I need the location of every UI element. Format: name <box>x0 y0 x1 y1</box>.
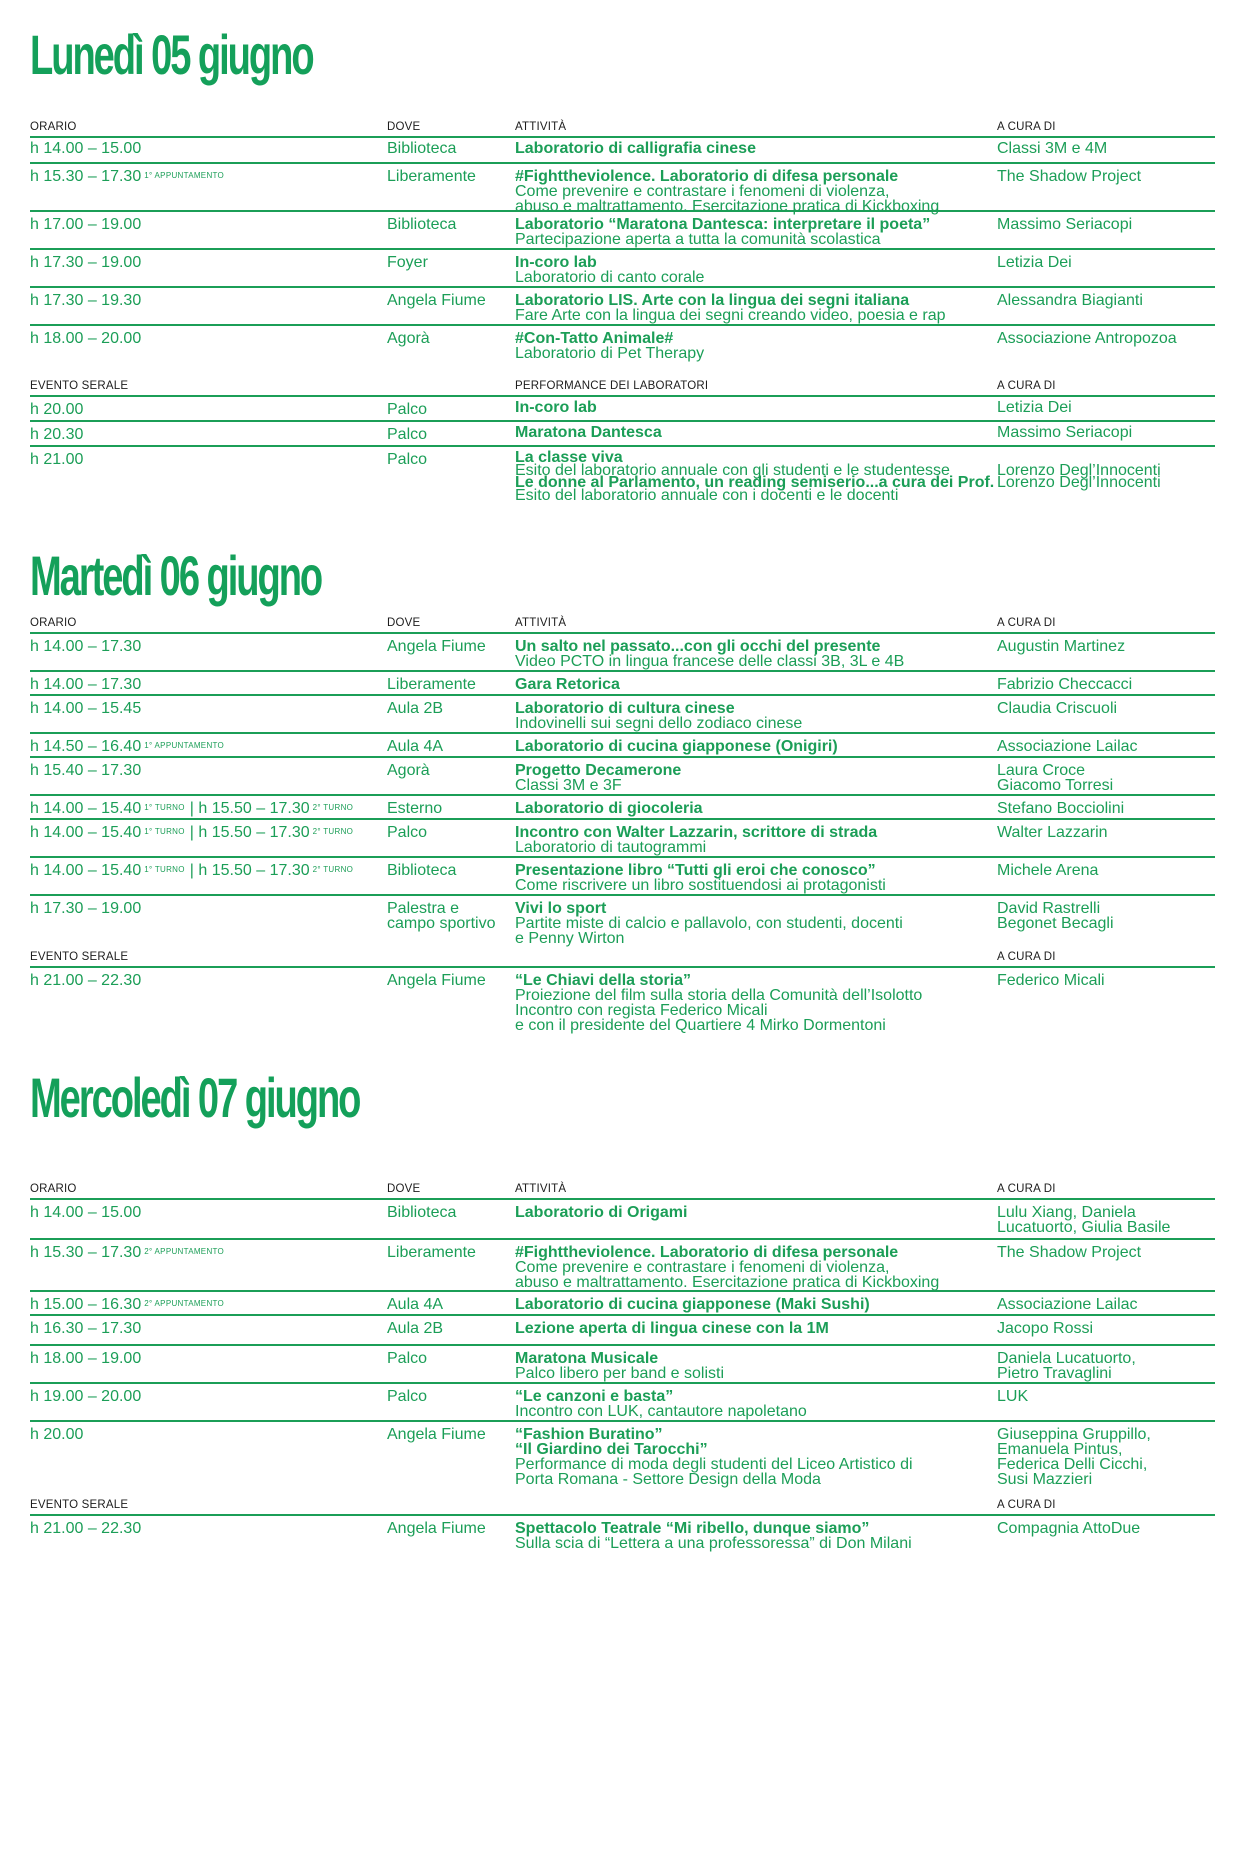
organizer-name: Stefano Bocciolini <box>997 800 1125 817</box>
time-cell <box>30 1351 141 1366</box>
activity-description: Come prevenire e contrastare i fenomeni di violenza, <box>515 183 890 200</box>
organizer-cell <box>997 1245 1141 1260</box>
organizer-cell <box>997 1205 1170 1235</box>
activity-description: Porta Romana - Settore Design della Moda <box>515 1471 821 1488</box>
schedule-row <box>30 1292 1215 1316</box>
location-cell: Angela Fiume <box>387 292 486 309</box>
activity-title: Laboratorio di cucina giapponese (Maki Sushi) <box>515 1296 870 1313</box>
organizer-cell <box>997 1297 1138 1312</box>
organizer-name: Michele Arena <box>997 862 1099 879</box>
organizer-cell <box>997 424 1133 441</box>
organizer-cell <box>997 739 1138 754</box>
organizer-name: The Shadow Project <box>997 1244 1142 1261</box>
organizer-name: Pietro Travaglini <box>997 1365 1112 1382</box>
organizer-cell <box>997 1321 1093 1336</box>
activity-title: Laboratorio di giocoleria <box>515 800 703 817</box>
time-text: h 14.00 – 15.00 <box>30 1204 142 1221</box>
organizer-name: Walter Lazzarin <box>997 824 1108 841</box>
time-cell <box>30 1245 224 1260</box>
activity-description: Come prevenire e contrastare i fenomeni di violenza, <box>515 1259 890 1276</box>
time-cell <box>30 863 353 878</box>
organizer-name: Compagnia AttoDue <box>997 1520 1141 1537</box>
location-cell: Biblioteca <box>387 1204 457 1221</box>
location-cell: Palco <box>387 401 428 418</box>
evening-row <box>30 447 1215 507</box>
activity-cell <box>515 141 756 156</box>
schedule-row <box>30 326 1215 362</box>
organizer-cell <box>997 1427 1151 1487</box>
header-dove: DOVE <box>387 617 421 629</box>
schedule-row <box>30 796 1215 820</box>
activity-description: Partecipazione aperta a tutta la comunità scolastica <box>515 231 881 248</box>
activity-title: Laboratorio di cucina giapponese (Onigiri) <box>515 738 838 755</box>
organizer-name: Lorenzo Degl’Innocenti <box>997 461 1161 479</box>
activity-cell <box>515 1297 870 1312</box>
activity-cell <box>515 973 922 1033</box>
evening-header <box>30 377 1215 397</box>
organizer-cell <box>997 763 1113 793</box>
activity-cell <box>515 801 703 816</box>
time-note: 1° APPUNTAMENTO <box>144 741 225 750</box>
activity-cell <box>515 1351 724 1381</box>
organizer-cell <box>997 863 1098 878</box>
location-cell: Angela Fiume <box>387 1426 486 1443</box>
organizer-cell <box>997 701 1117 716</box>
organizer-cell <box>997 825 1108 840</box>
activity-cell <box>515 424 662 441</box>
time-text: h 15.30 – 17.30 <box>30 168 142 185</box>
organizer-cell <box>997 801 1124 816</box>
time-cell <box>30 701 141 716</box>
schedule-row <box>30 634 1215 672</box>
time-text: h 17.30 – 19.00 <box>30 900 142 917</box>
time-text: h 15.40 – 17.30 <box>30 762 142 779</box>
organizer-cell <box>997 1351 1136 1381</box>
activity-description: Incontro con regista Federico Micali <box>515 1002 768 1019</box>
organizer-cell <box>997 1521 1140 1536</box>
schedule-row <box>30 250 1215 288</box>
time-cell <box>30 1389 141 1404</box>
time-cell <box>30 1521 141 1536</box>
header-evento-serale: EVENTO SERALE <box>30 951 129 963</box>
organizer-name: Daniela Lucatuorto, <box>997 1350 1136 1367</box>
organizer-cell <box>997 901 1114 931</box>
activity-description: e con il presidente del Quartiere 4 Mirko Dormentoni <box>515 1017 886 1034</box>
location-cell: Foyer <box>387 254 428 271</box>
time-note: 1° APPUNTAMENTO <box>144 171 225 180</box>
table-header <box>30 614 1215 634</box>
time-text: h 19.00 – 20.00 <box>30 1388 142 1405</box>
time-note-2: 2° TURNO <box>312 865 354 874</box>
activity-title: Maratona Musicale <box>515 1350 659 1367</box>
organizer-name: Jacopo Rossi <box>997 1320 1094 1337</box>
activity-cell <box>515 863 886 893</box>
activity-cell <box>515 1521 912 1551</box>
time-text: h 18.00 – 19.00 <box>30 1350 142 1367</box>
time-text: h 14.00 – 15.40 <box>30 862 142 879</box>
location-cell: Aula 2B <box>387 700 444 717</box>
activity-description: Video PCTO in lingua francese delle classi 3B, 3L e 4B <box>515 653 905 670</box>
activity-title: “Le Chiavi della storia” <box>515 972 692 989</box>
time-cell <box>30 1205 141 1220</box>
time-cell <box>30 427 83 442</box>
time-cell <box>30 452 83 467</box>
activity-title: Progetto Decamerone <box>515 762 682 779</box>
time-cell <box>30 639 141 654</box>
organizer-name: Massimo Seriacopi <box>997 216 1133 233</box>
time-note: 2° APPUNTAMENTO <box>144 1247 225 1256</box>
organizer-name: Associazione Antropozoa <box>997 330 1177 347</box>
organizer-cell <box>997 169 1141 184</box>
activity-cell <box>515 1321 829 1336</box>
activity-cell <box>515 901 903 946</box>
activity-title: In-coro lab <box>515 254 597 271</box>
time-text-2: | h 15.50 – 17.30 <box>189 824 310 841</box>
activity-title: #Con-Tatto Animale# <box>515 330 674 347</box>
schedule-row <box>30 1200 1215 1240</box>
evening-row <box>30 397 1215 422</box>
activity-cell <box>515 1427 913 1487</box>
activity-description: abuso e maltrattamento. Esercitazione pratica di Kickboxing <box>515 1274 940 1291</box>
activity-title: #Fighttheviolence. Laboratorio di difesa personale <box>515 1244 899 1261</box>
time-cell <box>30 973 141 988</box>
organizer-cell <box>997 293 1143 308</box>
activity-cell <box>515 763 681 793</box>
time-text: h 20.30 <box>30 426 84 443</box>
time-text: h 18.00 – 20.00 <box>30 330 142 347</box>
organizer-name: Associazione Lailac <box>997 1296 1138 1313</box>
time-note: 1° TURNO <box>144 803 185 812</box>
activity-title: Laboratorio di Origami <box>515 1204 688 1221</box>
activity-description: Laboratorio di canto corale <box>515 269 705 286</box>
organizer-name: The Shadow Project <box>997 168 1142 185</box>
location-cell: Aula 4A <box>387 738 444 755</box>
time-text: h 21.00 – 22.30 <box>30 972 142 989</box>
header-performance: PERFORMANCE DEI LABORATORI <box>515 380 709 392</box>
organizer-name: Lucatuorto, Giulia Basile <box>997 1219 1171 1236</box>
location-cell: Liberamente <box>387 1244 476 1261</box>
header-evento-serale: EVENTO SERALE <box>30 1499 129 1511</box>
activity-description: Laboratorio di tautogrammi <box>515 839 707 856</box>
organizer-name <box>997 490 1161 503</box>
organizer-name: Alessandra Biagianti <box>997 292 1143 309</box>
location-cell: Biblioteca <box>387 862 457 879</box>
time-text: h 17.00 – 19.00 <box>30 216 142 233</box>
time-cell <box>30 217 141 232</box>
header-orario: ORARIO <box>30 121 77 133</box>
organizer-name: Lorenzo Degl’Innocenti <box>997 474 1161 491</box>
location-cell: Liberamente <box>387 168 476 185</box>
time-cell <box>30 402 83 417</box>
organizer-cell <box>997 1389 1028 1404</box>
organizer-name: Susi Mazzieri <box>997 1471 1093 1488</box>
organizer-name: Fabrizio Checcacci <box>997 676 1133 693</box>
activity-cell <box>515 701 802 731</box>
location-cell: Esterno <box>387 800 443 817</box>
time-cell <box>30 293 141 308</box>
organizer-name: Laura Croce <box>997 762 1086 779</box>
organizer-name: LUK <box>997 1388 1029 1405</box>
schedule-row <box>30 1240 1215 1292</box>
time-text: h 14.00 – 15.00 <box>30 140 142 157</box>
organizer-name: Emanuela Pintus, <box>997 1441 1123 1458</box>
activity-cell <box>515 1389 807 1419</box>
activity-description: Sulla scia di “Lettera a una professoressa” di Don Milani <box>515 1535 912 1552</box>
organizer-name: Lulu Xiang, Daniela <box>997 1204 1136 1221</box>
schedule-row <box>30 212 1215 250</box>
activity-cell <box>515 331 704 361</box>
time-text: h 21.00 – 22.30 <box>30 1520 142 1537</box>
activity-description: Performance di moda degli studenti del Liceo Artistico di <box>515 1456 913 1473</box>
activity-title: Presentazione libro “Tutti gli eroi che conosco” <box>515 862 876 879</box>
organizer-cell <box>997 331 1177 346</box>
organizer-cell <box>997 399 1072 416</box>
organizer-name: Augustin Martinez <box>997 638 1126 655</box>
header-dove: DOVE <box>387 121 421 133</box>
activity-description: Laboratorio di Pet Therapy <box>515 345 705 362</box>
activity-title: Incontro con Walter Lazzarin, scrittore di strada <box>515 824 878 841</box>
time-text: h 15.30 – 17.30 <box>30 1244 142 1261</box>
activity-title: Laboratorio “Maratona Dantesca: interpretare il poeta” <box>515 216 931 233</box>
time-text: h 14.00 – 15.40 <box>30 800 142 817</box>
header-a-cura-di: A CURA DI <box>997 1183 1056 1195</box>
activity-description: Esito del laboratorio annuale con gli studenti e le studentesse <box>515 461 950 479</box>
activity-description: abuso e maltrattamento. Esercitazione pratica di Kickboxing <box>515 198 940 215</box>
activity-cell <box>515 677 620 692</box>
organizer-name: David Rastrelli <box>997 900 1101 917</box>
location-cell: Palco <box>387 1350 428 1367</box>
time-cell <box>30 901 141 916</box>
header-orario: ORARIO <box>30 1183 77 1195</box>
organizer-name: Begonet Becagli <box>997 915 1114 932</box>
time-text: h 15.00 – 16.30 <box>30 1296 142 1313</box>
activity-cell <box>515 1245 939 1290</box>
header-a-cura-di: A CURA DI <box>997 617 1056 629</box>
activity-cell <box>515 449 995 504</box>
evening-row <box>30 422 1215 447</box>
activity-title: Le donne al Parlamento, un reading semiserio...a cura dei Prof. <box>515 474 995 491</box>
header-attivita: ATTIVITÀ <box>515 1183 567 1195</box>
location-cell: Aula 4A <box>387 1296 444 1313</box>
evening-row <box>30 1516 1215 1562</box>
organizer-name: Associazione Lailac <box>997 738 1138 755</box>
schedule-row <box>30 1346 1215 1384</box>
activity-title: Lezione aperta di lingua cinese con la 1M <box>515 1320 829 1337</box>
organizer-cell <box>997 217 1132 232</box>
activity-title: Laboratorio LIS. Arte con la lingua dei segni italiana <box>515 292 910 309</box>
activity-title: La classe viva <box>515 449 623 466</box>
organizer-name: Claudia Criscuoli <box>997 700 1118 717</box>
activity-title: “Fashion Buratino” <box>515 1426 663 1443</box>
activity-description: Esito del laboratorio annuale con i docenti e le docenti <box>515 486 899 504</box>
activity-description: Classi 3M e 3F <box>515 777 622 794</box>
activity-cell <box>515 217 930 247</box>
header-a-cura-di: A CURA DI <box>997 121 1056 133</box>
organizer-name: Giuseppina Gruppillo, <box>997 1426 1151 1443</box>
schedule-row <box>30 820 1215 858</box>
header-a-cura-di: A CURA DI <box>997 380 1056 392</box>
activity-title: Laboratorio di cultura cinese <box>515 700 735 717</box>
location-cell: Palco <box>387 824 428 841</box>
activity-title: Vivi lo sport <box>515 900 607 917</box>
time-cell <box>30 169 224 184</box>
time-cell <box>30 739 224 754</box>
location-cell: Palestra e campo sportivo <box>387 900 496 932</box>
time-cell <box>30 1321 141 1336</box>
time-text: h 17.30 – 19.30 <box>30 292 142 309</box>
activity-title: Un salto nel passato...con gli occhi del presente <box>515 638 881 655</box>
activity-cell <box>515 1205 687 1220</box>
organizer-name: Massimo Seriacopi <box>997 424 1133 441</box>
location-cell: Aula 2B <box>387 1320 444 1337</box>
time-cell <box>30 801 353 816</box>
time-text: h 20.00 <box>30 1426 84 1443</box>
location-cell: Palco <box>387 1388 428 1405</box>
time-text-2: | h 15.50 – 17.30 <box>189 862 310 879</box>
location-cell: Biblioteca <box>387 216 457 233</box>
time-text: h 21.00 <box>30 451 84 468</box>
activity-description: e Penny Wirton <box>515 930 625 947</box>
schedule-row <box>30 696 1215 734</box>
schedule-row <box>30 758 1215 796</box>
day-title: Mercoledì 07 giugno <box>30 1066 360 1129</box>
activity-title: #Fighttheviolence. Laboratorio di difesa personale <box>515 168 899 185</box>
time-cell <box>30 1297 224 1312</box>
location-cell: Agorà <box>387 762 430 779</box>
time-text: h 20.00 <box>30 401 84 418</box>
activity-cell <box>515 169 939 214</box>
activity-description: Indovinelli sui segni dello zodiaco cinese <box>515 715 803 732</box>
header-a-cura-di: A CURA DI <box>997 951 1056 963</box>
organizer-name: Giacomo Torresi <box>997 777 1114 794</box>
time-text: h 14.50 – 16.40 <box>30 738 142 755</box>
activity-description: Proiezione del film sulla storia della Comunità dell’Isolotto <box>515 987 923 1004</box>
activity-cell <box>515 739 838 754</box>
time-text-2: | h 15.50 – 17.30 <box>189 800 310 817</box>
activity-cell <box>515 825 877 855</box>
header-a-cura-di: A CURA DI <box>997 1499 1056 1511</box>
time-cell <box>30 1427 83 1442</box>
schedule-row <box>30 164 1215 215</box>
activity-title: “Le canzoni e basta” <box>515 1388 674 1405</box>
organizer-cell <box>997 452 1161 502</box>
schedule-row <box>30 1422 1215 1492</box>
organizer-cell <box>997 639 1125 654</box>
time-text: h 17.30 – 19.00 <box>30 254 142 271</box>
time-text: h 14.00 – 15.45 <box>30 700 142 717</box>
time-cell <box>30 677 141 692</box>
organizer-cell <box>997 677 1132 692</box>
activity-title: In-coro lab <box>515 399 597 416</box>
header-evento-serale: EVENTO SERALE <box>30 380 129 392</box>
organizer-name: Classi 3M e 4M <box>997 140 1108 157</box>
schedule-row <box>30 1384 1215 1422</box>
schedule-row <box>30 734 1215 758</box>
location-cell: Angela Fiume <box>387 638 486 655</box>
location-cell: Agorà <box>387 330 430 347</box>
activity-description: Incontro con LUK, cantautore napoletano <box>515 1403 807 1420</box>
organizer-name: Letizia Dei <box>997 254 1072 271</box>
activity-cell <box>515 639 904 669</box>
activity-description: Palco libero per band e solisti <box>515 1365 725 1382</box>
time-text: h 16.30 – 17.30 <box>30 1320 142 1337</box>
activity-cell <box>515 293 946 323</box>
schedule-row <box>30 288 1215 326</box>
location-cell: Palco <box>387 451 428 468</box>
activity-cell <box>515 399 597 416</box>
activity-title: Laboratorio di calligrafia cinese <box>515 140 756 157</box>
time-note: 1° TURNO <box>144 865 185 874</box>
time-cell <box>30 825 353 840</box>
activity-cell <box>515 255 704 285</box>
activity-description: Fare Arte con la lingua dei segni creando video, poesia e rap <box>515 307 946 324</box>
location-cell: Biblioteca <box>387 140 457 157</box>
table-header <box>30 1180 1215 1200</box>
organizer-name: Federico Micali <box>997 972 1105 989</box>
time-cell <box>30 141 141 156</box>
location-cell: Angela Fiume <box>387 972 486 989</box>
header-attivita: ATTIVITÀ <box>515 121 567 133</box>
schedule-row <box>30 672 1215 696</box>
time-note-2: 2° TURNO <box>312 827 354 836</box>
time-text: h 14.00 – 17.30 <box>30 676 142 693</box>
time-text: h 14.00 – 15.40 <box>30 824 142 841</box>
organizer-cell <box>997 973 1105 988</box>
evening-header <box>30 1496 1215 1516</box>
activity-title: Spettacolo Teatrale “Mi ribello, dunque siamo” <box>515 1520 870 1537</box>
time-text: h 14.00 – 17.30 <box>30 638 142 655</box>
activity-title: Maratona Dantesca <box>515 424 662 441</box>
location-cell: Liberamente <box>387 676 476 693</box>
time-note: 2° APPUNTAMENTO <box>144 1299 225 1308</box>
activity-description: Come riscrivere un libro sostituendosi ai protagonisti <box>515 877 886 894</box>
activity-title-2: “Il Giardino dei Tarocchi” <box>515 1441 708 1458</box>
header-orario: ORARIO <box>30 617 77 629</box>
header-attivita: ATTIVITÀ <box>515 617 567 629</box>
organizer-cell <box>997 141 1107 156</box>
time-cell <box>30 763 141 778</box>
activity-description: Partite miste di calcio e pallavolo, con studenti, docenti <box>515 915 903 932</box>
evening-row <box>30 968 1215 1034</box>
day-title: Martedì 06 giugno <box>30 544 322 607</box>
organizer-name: Letizia Dei <box>997 399 1072 416</box>
schedule-row <box>30 136 1215 164</box>
schedule-row <box>30 858 1215 896</box>
location-cell: Palco <box>387 426 428 443</box>
schedule-row <box>30 896 1215 947</box>
activity-title: Gara Retorica <box>515 676 620 693</box>
location-cell: Angela Fiume <box>387 1520 486 1537</box>
day-title: Lunedì 05 giugno <box>30 23 313 86</box>
time-note-2: 2° TURNO <box>312 803 354 812</box>
evening-header <box>30 948 1215 968</box>
organizer-name: Federica Delli Cicchi, <box>997 1456 1148 1473</box>
time-note: 1° TURNO <box>144 827 185 836</box>
time-cell <box>30 331 141 346</box>
organizer-cell <box>997 255 1072 270</box>
time-cell <box>30 255 141 270</box>
schedule-row <box>30 1316 1215 1346</box>
table-header <box>30 118 1215 138</box>
header-dove: DOVE <box>387 1183 421 1195</box>
